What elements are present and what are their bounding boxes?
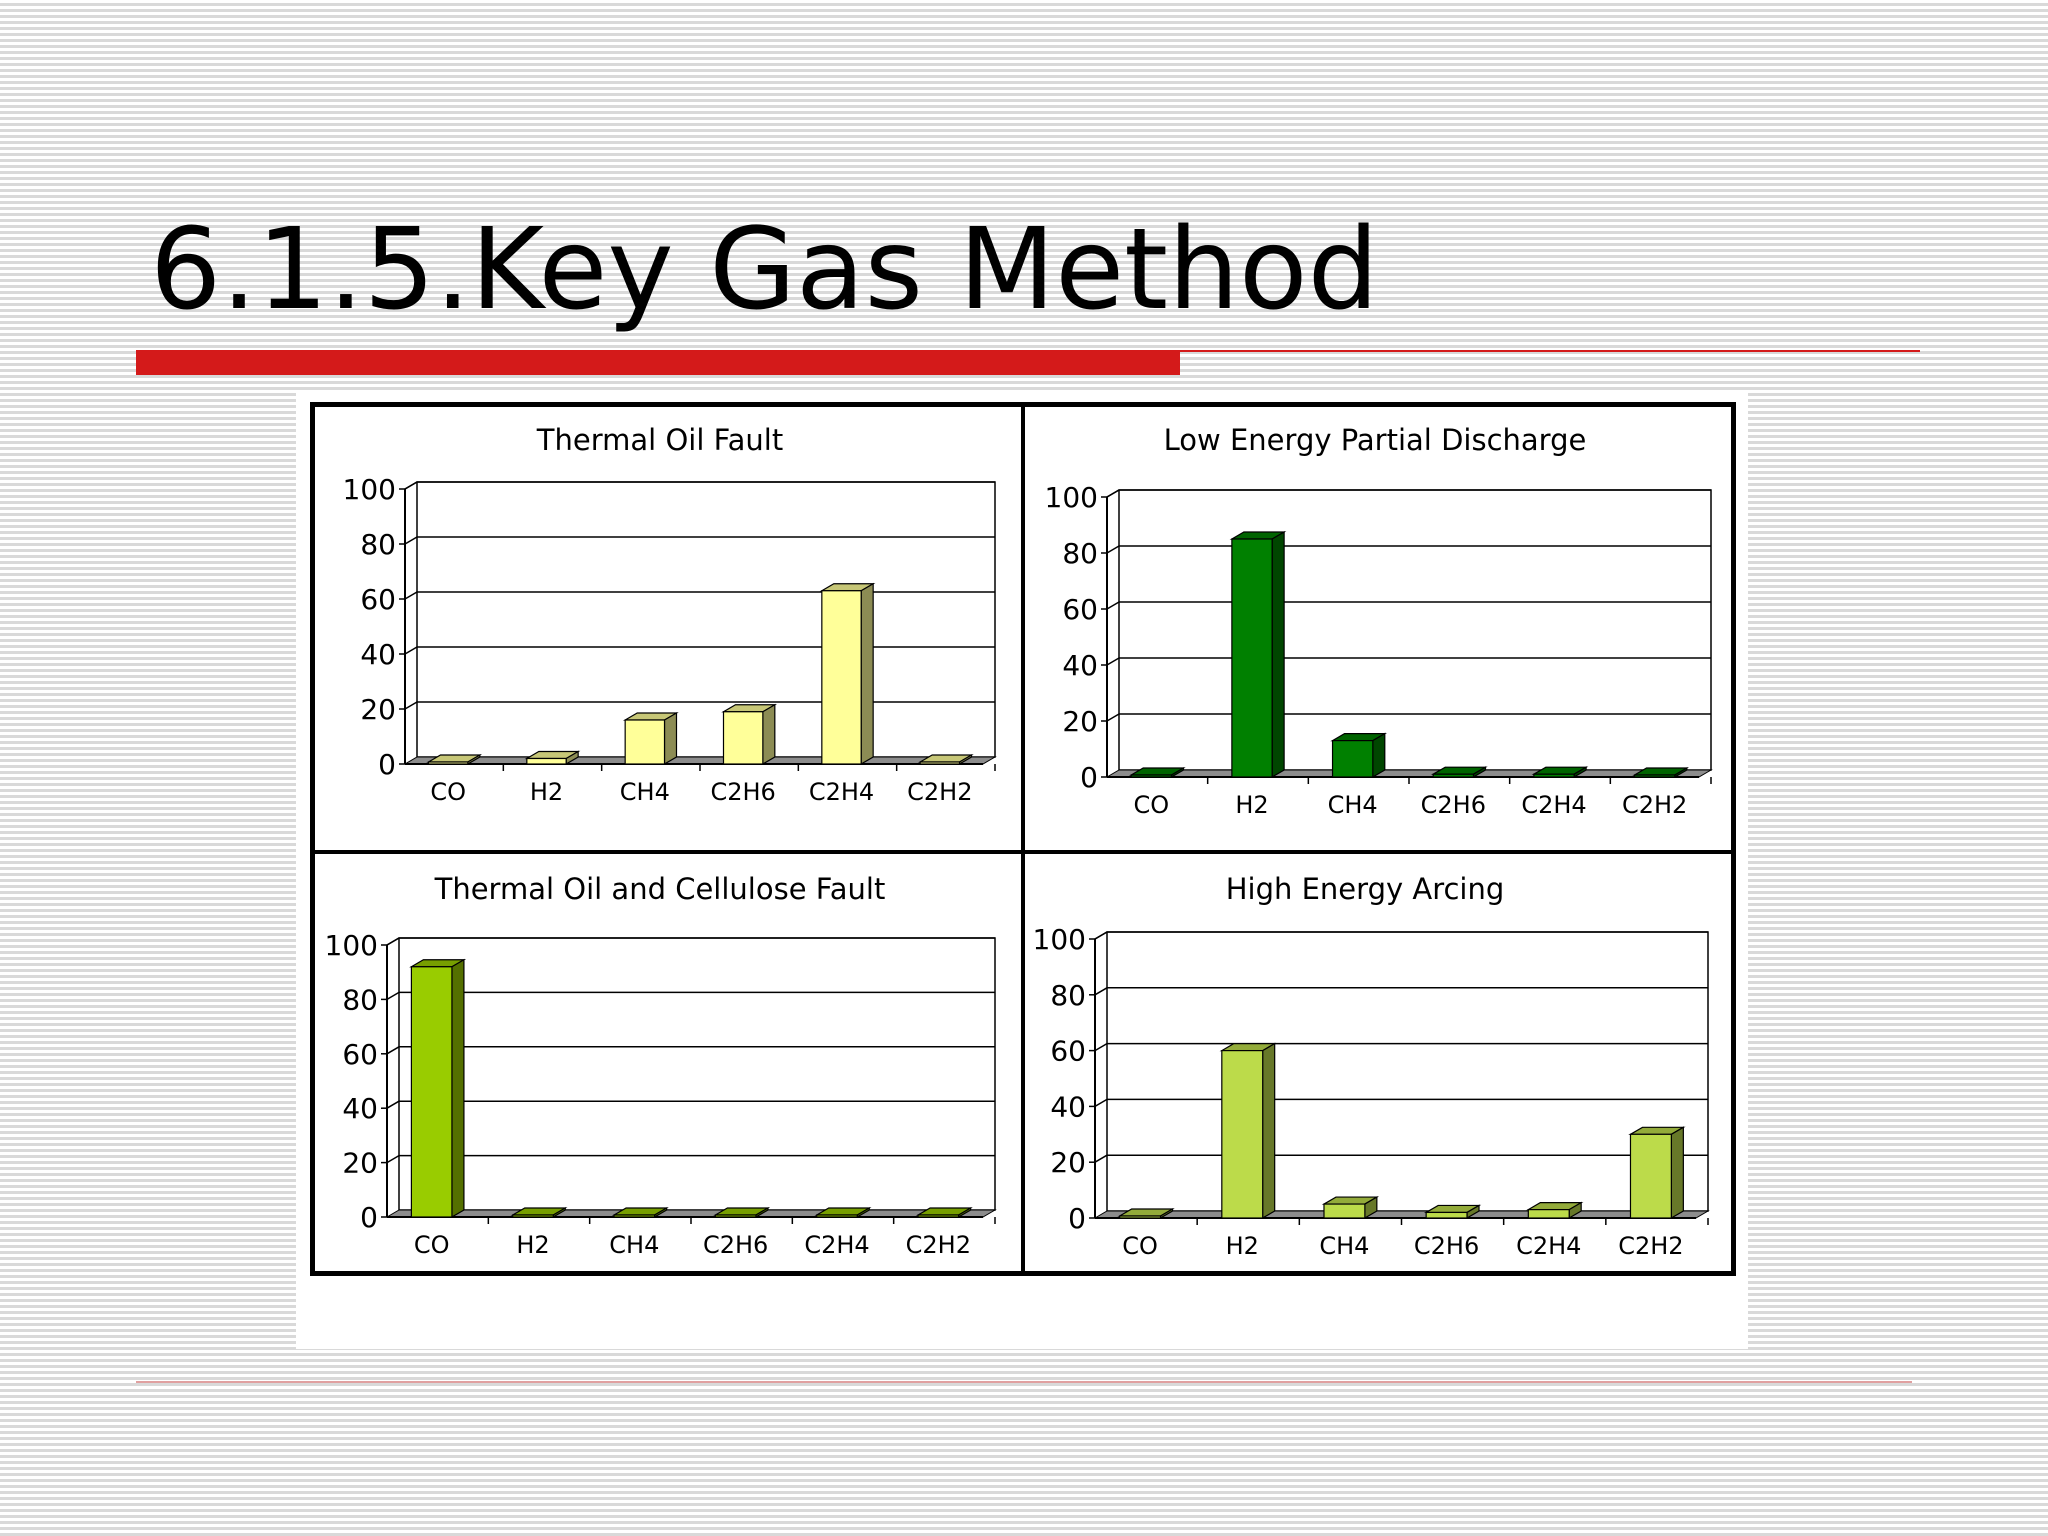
y-tick-label: 0 xyxy=(1080,761,1098,794)
y-tick-label: 100 xyxy=(1044,481,1098,514)
x-tick-label: C2H6 xyxy=(710,778,776,806)
y-axis-cap xyxy=(1095,932,1107,939)
chart-title-thermal-oil-and-cellulose-fault: Thermal Oil and Cellulose Fault xyxy=(434,872,886,906)
bar-c2h4 xyxy=(1528,1203,1581,1218)
y-tick-label: 80 xyxy=(1050,978,1086,1012)
y-tick-label: 40 xyxy=(342,1092,378,1126)
x-tick-label: C2H4 xyxy=(808,778,875,806)
x-tick-label: CO xyxy=(1122,1232,1158,1260)
y-tick-label: 20 xyxy=(1050,1146,1086,1180)
y-tick-label: 20 xyxy=(342,1146,378,1180)
x-tick-label: C2H2 xyxy=(1618,1232,1684,1260)
bar-side xyxy=(1373,734,1385,777)
slide-title: 6.1.5.Key Gas Method xyxy=(150,205,1379,335)
plot-back-wall xyxy=(417,482,995,757)
bar-ch4 xyxy=(625,713,676,764)
y-tick-label: 80 xyxy=(342,983,378,1017)
x-tick-label: H2 xyxy=(1235,791,1269,819)
y-tick-label: 0 xyxy=(378,748,396,781)
bar-front xyxy=(822,591,861,764)
bar-side xyxy=(665,713,677,764)
bar-front xyxy=(724,712,763,764)
x-tick-label: H2 xyxy=(516,1231,550,1259)
bar-front xyxy=(1426,1212,1467,1218)
y-tick-label: 80 xyxy=(360,528,396,561)
x-tick-label: CO xyxy=(1133,791,1170,819)
bar-front xyxy=(1120,1216,1161,1218)
bar-ch4 xyxy=(1324,1197,1377,1218)
gridline-diagonal xyxy=(387,1101,399,1108)
x-tick-label: CH4 xyxy=(1327,791,1378,819)
x-tick-label: CH4 xyxy=(619,778,670,806)
bar-front xyxy=(513,1215,554,1217)
plot-back-wall xyxy=(1107,932,1708,1211)
y-tick-label: 20 xyxy=(360,693,396,726)
bar-front xyxy=(1232,539,1272,777)
bar-front xyxy=(918,1215,959,1217)
x-tick-label: H2 xyxy=(1225,1232,1259,1260)
bar-front xyxy=(1333,741,1373,777)
y-tick-label: 80 xyxy=(1062,537,1098,570)
x-tick-label: CO xyxy=(430,778,466,806)
chart-title-low-energy-partial-discharge: Low Energy Partial Discharge xyxy=(1163,423,1587,457)
bar-h2 xyxy=(1222,1044,1275,1218)
bar-front xyxy=(1131,775,1171,777)
plot-back-wall xyxy=(1119,490,1711,770)
bar-side xyxy=(1263,1044,1275,1218)
y-tick-label: 60 xyxy=(1050,1034,1086,1068)
y-tick-label: 0 xyxy=(360,1201,378,1234)
gridline-diagonal xyxy=(1107,546,1119,553)
y-axis-cap xyxy=(387,938,399,945)
y-axis-cap xyxy=(1107,490,1119,497)
bar-front xyxy=(527,759,566,765)
y-tick-label: 100 xyxy=(1032,923,1086,956)
x-tick-label: H2 xyxy=(529,778,564,806)
y-tick-label: 20 xyxy=(1062,705,1098,738)
bar-h2 xyxy=(527,752,578,765)
gridline-diagonal xyxy=(1107,602,1119,609)
x-tick-label: C2H6 xyxy=(702,1231,769,1259)
chart-panel-thermal-oil-fault xyxy=(315,407,1021,850)
bar-h2 xyxy=(1232,532,1284,777)
plot-floor xyxy=(405,757,995,764)
x-tick-label: C2H4 xyxy=(1521,791,1587,819)
bar-front xyxy=(817,1215,858,1217)
gridline-diagonal xyxy=(1095,988,1107,995)
gridline-diagonal xyxy=(1107,658,1119,665)
gridline-diagonal xyxy=(387,1047,399,1054)
x-tick-label: C2H6 xyxy=(1420,791,1487,819)
x-tick-label: C2H2 xyxy=(905,1231,972,1259)
chart-panel-thermal-oil-and-cellulose-fault xyxy=(315,854,1021,1271)
title-accent-bar xyxy=(136,350,1180,375)
bar-front xyxy=(1433,774,1473,777)
bar-c2h6 xyxy=(1426,1205,1479,1218)
chart-figure xyxy=(296,392,1748,1349)
gridline-diagonal xyxy=(1095,1044,1107,1051)
plot-back-wall xyxy=(399,938,995,1210)
bar-side xyxy=(861,584,873,764)
x-tick-label: C2H2 xyxy=(907,778,973,806)
bar-front xyxy=(715,1215,756,1217)
bar-ch4 xyxy=(1333,734,1385,777)
x-tick-label: C2H2 xyxy=(1621,791,1688,819)
bar-front xyxy=(1630,1134,1671,1218)
plot-floor xyxy=(1095,1211,1708,1218)
x-tick-label: C2H4 xyxy=(1516,1232,1582,1260)
bar-front xyxy=(1324,1204,1365,1218)
gridline-diagonal xyxy=(387,1156,399,1163)
y-tick-label: 100 xyxy=(342,473,396,506)
x-tick-label: CO xyxy=(413,1231,450,1259)
bar-co xyxy=(411,960,464,1217)
chart-title-high-energy-arcing: High Energy Arcing xyxy=(1225,872,1505,906)
y-tick-label: 40 xyxy=(1050,1090,1086,1124)
bar-front xyxy=(1635,775,1675,777)
bar-front xyxy=(920,762,959,764)
bar-front xyxy=(429,762,468,764)
x-tick-label: CH4 xyxy=(1319,1232,1370,1260)
bar-c2h2 xyxy=(1630,1127,1683,1218)
bar-front xyxy=(1534,774,1574,777)
bar-side xyxy=(763,705,775,764)
bar-c2h6 xyxy=(724,705,775,764)
bar-side xyxy=(452,960,464,1217)
gridline-diagonal xyxy=(1107,714,1119,721)
chart-panel-low-energy-partial-discharge xyxy=(1025,407,1731,850)
y-tick-label: 40 xyxy=(360,638,396,671)
bar-front xyxy=(614,1215,655,1217)
x-tick-label: CH4 xyxy=(609,1231,660,1259)
chart-grid-frame xyxy=(310,402,1736,1276)
y-axis-cap xyxy=(405,482,417,489)
y-tick-label: 100 xyxy=(324,929,378,962)
footer-rule xyxy=(136,1381,1912,1383)
y-tick-label: 60 xyxy=(1062,593,1098,626)
gridline-diagonal xyxy=(405,592,417,599)
gridline-diagonal xyxy=(1095,1155,1107,1162)
y-tick-label: 40 xyxy=(1062,649,1098,682)
gridline-diagonal xyxy=(405,647,417,654)
bar-c2h4 xyxy=(822,584,873,764)
chart-title-thermal-oil-fault: Thermal Oil Fault xyxy=(536,423,784,457)
chart-panel-high-energy-arcing xyxy=(1025,854,1731,1271)
bar-front xyxy=(1222,1051,1263,1218)
title-rule xyxy=(1180,350,1920,352)
bar-front xyxy=(1528,1210,1569,1218)
x-tick-label: C2H4 xyxy=(804,1231,870,1259)
gridline-diagonal xyxy=(387,992,399,999)
bar-side xyxy=(1272,532,1284,777)
bar-front xyxy=(625,720,664,764)
bar-side xyxy=(1671,1127,1683,1218)
gridline-diagonal xyxy=(405,702,417,709)
bar-front xyxy=(411,967,452,1217)
y-tick-label: 0 xyxy=(1068,1202,1086,1235)
plot-floor xyxy=(387,1210,995,1217)
plot-floor xyxy=(1107,770,1711,777)
y-tick-label: 60 xyxy=(342,1037,378,1071)
y-tick-label: 60 xyxy=(360,583,396,616)
gridline-diagonal xyxy=(405,537,417,544)
x-tick-label: C2H6 xyxy=(1413,1232,1480,1260)
gridline-diagonal xyxy=(1095,1099,1107,1106)
